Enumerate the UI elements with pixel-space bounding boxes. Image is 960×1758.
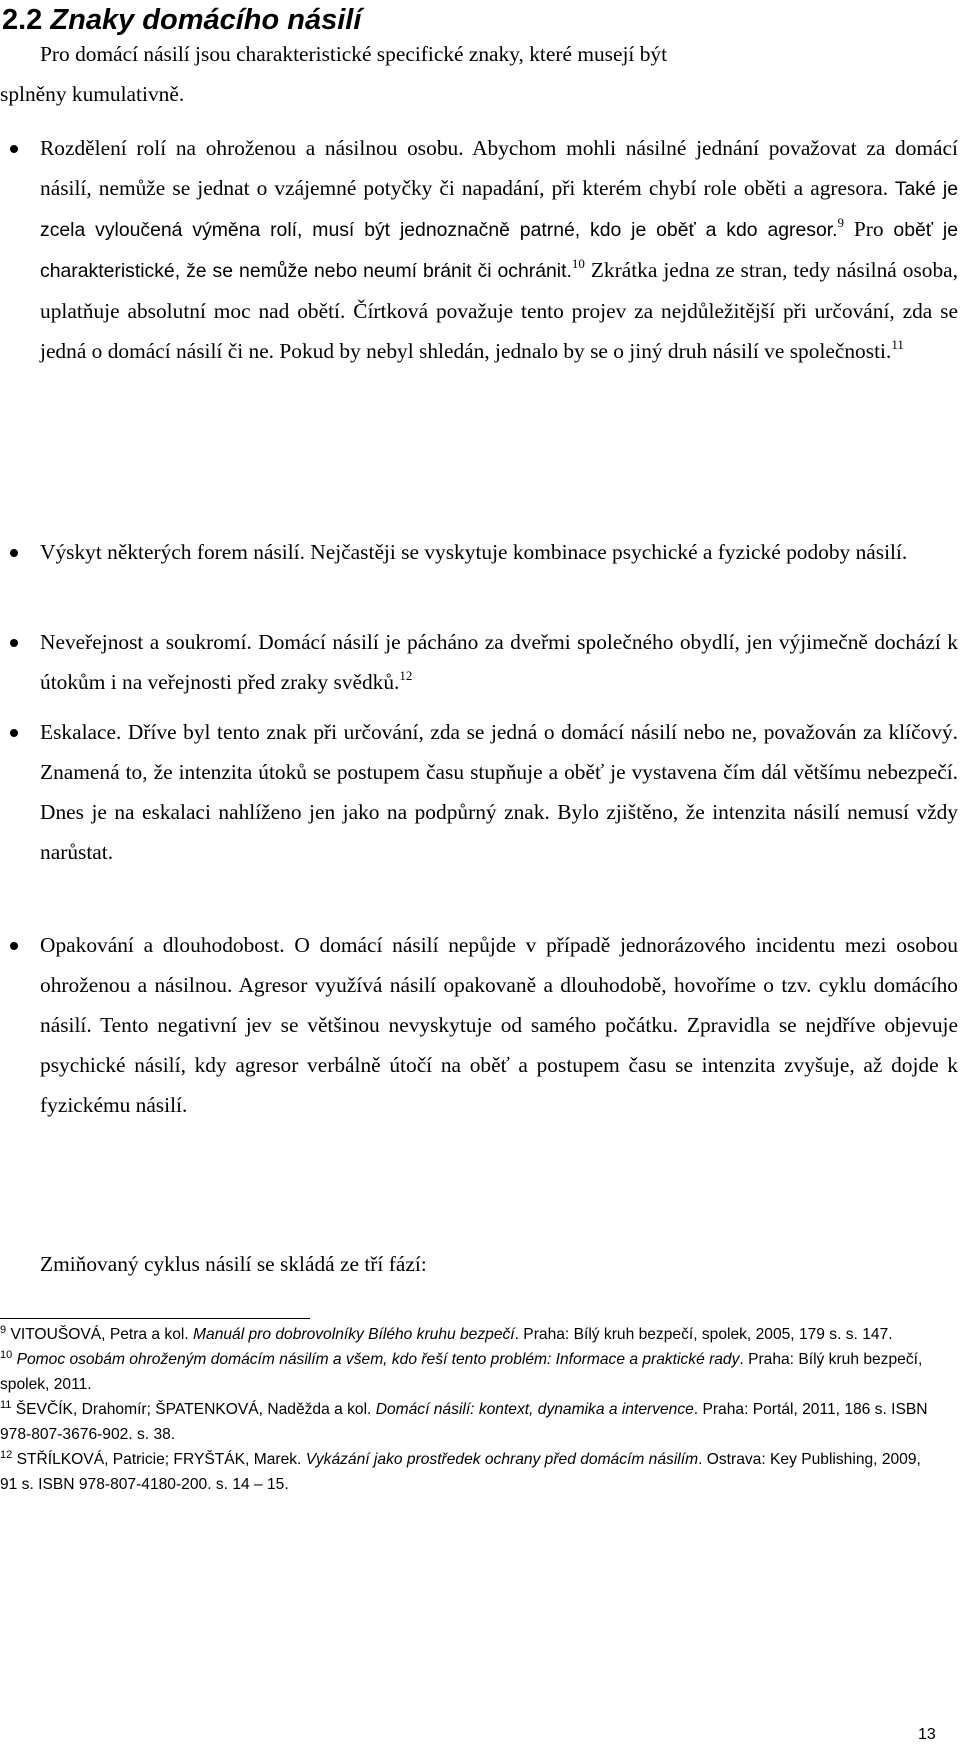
- bullet-lead: Opakování a dlouhodobost.: [40, 933, 285, 957]
- footnote-ref: 10: [571, 256, 585, 271]
- footnotes: [0, 1322, 940, 1497]
- bullet-icon: [10, 942, 18, 950]
- footnote: $^9$ VITOUŠOVÁ, Petra a kol. Manuál pro dobrovolníky Bílého kruhu bezpečí. Praha: Bílý kruh bezpečí, spolek, 2005, 179 s. s. 147.: [0, 1324, 893, 1343]
- closing-paragraph: Zmiňovaný cyklus násilí se skládá ze tří fází:: [40, 1252, 427, 1276]
- section-title: Znaky domácího násilí: [50, 4, 362, 36]
- footnote-separator: [0, 1318, 310, 1319]
- page-number: 13: [918, 1726, 936, 1743]
- footnote: $^{10}$ Pomoc osobám ohroženým domácím násilím a všem, kdo řeší tento problém: Informace a praktické rady. Praha: Bílý kruh bezpečí, spolek, 2011.: [0, 1349, 923, 1393]
- footnote-ref: 12: [399, 668, 413, 683]
- footnote-ref: 11: [891, 337, 904, 352]
- bullet-lead: Eskalace.: [40, 720, 122, 744]
- footnote: $^{11}$ ŠEVČÍK, Drahomír; ŠPATENKOVÁ, Naděžda a kol. Domácí násilí: kontext, dynamika a intervence. Praha: Portál, 2011, 186 s. ISBN 978-807-3676-902. s. 38.: [0, 1399, 928, 1443]
- footnote: $^{12}$ STŘÍLKOVÁ, Patricie; FRYŠTÁK, Marek. Vykázání jako prostředek ochrany před domácím násilím. Ostrava: Key Publishing, 2009, 91 s. ISBN 978-807-4180-200. s. 14 – 15.: [0, 1449, 921, 1493]
- list-item-text: Neveřejnost a soukromí. Domácí násilí je pácháno za dveřmi společného obydlí, jen výjimečně dochází k útokům i na veřejnosti před zraky svědků.$^{12}$: [40, 630, 958, 694]
- intro-line-1: Pro domácí násilí jsou charakteristické specifické znaky, které musejí být: [40, 42, 668, 66]
- bullet-icon: [10, 729, 18, 737]
- intro-line-2: splněny kumulativně.: [0, 82, 185, 106]
- section-number: 2.2: [2, 4, 43, 36]
- bullet-lead: Neveřejnost a soukromí.: [40, 630, 252, 654]
- bullet-icon: [10, 549, 18, 557]
- bullet-icon: [10, 639, 18, 647]
- footnote-ref: 9: [837, 215, 845, 230]
- bullet-lead: Rozdělení rolí na ohroženou a násilnou osobu.: [40, 136, 464, 160]
- bullet-icon: [10, 145, 18, 153]
- intro-paragraph: [0, 34, 958, 114]
- list-item-text: Rozdělení rolí na ohroženou a násilnou osobu. Abychom mohli násilné jednání považovat za domácí násilí, nemůže se jednat o vzájemné potyčky či napadání, při kterém chybí role oběti a agresora. Také je zcela vyloučená výměna rolí, musí být jednoznačně patrné, kdo je oběť a kdo agresor.$^9$ Pro oběť je charakteristické, že se nemůže nebo neumí bránit či ochránit.$^{10}$ Zkrátka jedna ze stran, tedy násilná osoba, uplatňuje absolutní moc nad obětí. Čírtková považuje tento projev za nejdůležitější při určování, zda se jedná o domácí násilí či ne. Pokud by nebyl shledán, jednalo by se o jiný druh násilí ve společnosti.$^{11}$: [40, 136, 959, 363]
- list-item-text: Výskyt některých forem násilí. Nejčastěji se vyskytuje kombinace psychické a fyzické podoby násilí.: [40, 540, 908, 564]
- list-item-text: Opakování a dlouhodobost. O domácí násilí nepůjde v případě jednorázového incidentu mezi osobou ohroženou a násilnou. Agresor využívá násilí opakovaně a dlouhodobě, hovoříme o tzv. cyklu domácího násilí. Tento negativní jev se většinou nevyskytuje od samého počátku. Zpravidla se nejdříve objevuje psychické násilí, kdy agresor verbálně útočí na oběť a postupem času se intenzita zvyšuje, až dojde k fyzickému násilí.: [40, 933, 958, 1117]
- bullet-lead: Výskyt některých forem násilí.: [40, 540, 305, 564]
- list-item-text: Eskalace. Dříve byl tento znak při určování, zda se jedná o domácí násilí nebo ne, považován za klíčový. Znamená to, že intenzita útoků se postupem času stupňuje a oběť je vystavena čím dál většímu nebezpečí. Dnes je na eskalaci nahlíženo jen jako na podpůrný znak. Bylo zjištěno, že intenzita násilí nemusí vždy narůstat.: [40, 720, 958, 864]
